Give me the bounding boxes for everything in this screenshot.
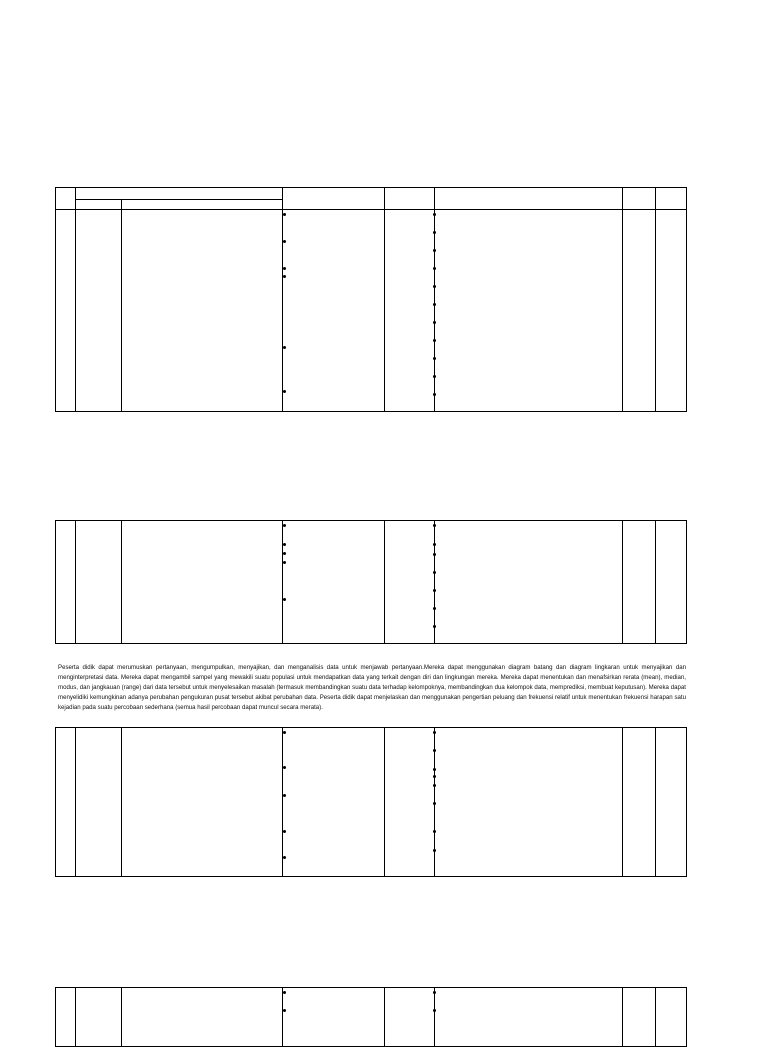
list-bullet <box>433 607 436 610</box>
list-bullet <box>433 393 436 396</box>
list-bullet <box>283 240 286 243</box>
list-bullet <box>433 357 436 360</box>
list-bullet <box>433 285 436 288</box>
list-bullet <box>283 731 286 734</box>
table-3-col-line <box>282 728 283 876</box>
list-bullet <box>433 768 436 771</box>
table-1-col-line <box>384 188 385 411</box>
list-bullet <box>283 524 286 527</box>
list-bullet <box>433 775 436 778</box>
list-bullet <box>433 849 436 852</box>
list-bullet <box>283 552 286 555</box>
table-1 <box>55 187 687 412</box>
list-bullet <box>433 802 436 805</box>
table-2-col-line <box>384 521 385 643</box>
table-1-subheader-divider <box>75 199 282 200</box>
table-3-col-line <box>655 728 656 876</box>
table-4-col-line <box>384 988 385 1046</box>
table-1-header-divider <box>56 209 686 210</box>
list-bullet <box>433 375 436 378</box>
list-bullet <box>283 856 286 859</box>
table-4-col-line <box>655 988 656 1046</box>
list-bullet <box>433 213 436 216</box>
table-2-col-line <box>622 521 623 643</box>
table-2-col-line <box>655 521 656 643</box>
list-bullet <box>283 991 286 994</box>
list-bullet <box>433 589 436 592</box>
list-bullet <box>433 231 436 234</box>
table-3-col-line <box>121 728 122 876</box>
table-3-col-line <box>75 728 76 876</box>
list-bullet <box>283 794 286 797</box>
table-2-col-line <box>282 521 283 643</box>
list-bullet <box>283 213 286 216</box>
list-bullet <box>433 991 436 994</box>
table-2 <box>55 520 687 644</box>
table-1-col-line <box>121 199 122 411</box>
table-3-col-line <box>384 728 385 876</box>
table-3 <box>55 727 687 877</box>
list-bullet <box>283 561 286 564</box>
list-bullet <box>433 249 436 252</box>
table-4-col-line <box>282 988 283 1046</box>
list-bullet <box>283 1009 286 1012</box>
list-bullet <box>433 625 436 628</box>
table-2-col-line <box>121 521 122 643</box>
table-1-col-line <box>655 188 656 411</box>
table-1-col-line <box>75 188 76 411</box>
list-bullet <box>433 1009 436 1012</box>
list-bullet <box>283 390 286 393</box>
list-bullet <box>433 267 436 270</box>
table-4-col-line <box>622 988 623 1046</box>
list-bullet <box>283 766 286 769</box>
list-bullet <box>433 553 436 556</box>
list-bullet <box>283 543 286 546</box>
list-bullet <box>283 598 286 601</box>
table-1-col-line <box>622 188 623 411</box>
table-1-col-line <box>282 188 283 411</box>
table-4 <box>55 987 687 1047</box>
table-4-col-line <box>75 988 76 1046</box>
list-bullet <box>433 784 436 787</box>
table-3-col-line <box>622 728 623 876</box>
list-bullet <box>283 346 286 349</box>
list-bullet <box>283 267 286 270</box>
list-bullet <box>433 830 436 833</box>
list-bullet <box>433 543 436 546</box>
list-bullet <box>433 571 436 574</box>
list-bullet <box>433 321 436 324</box>
table-4-col-line <box>121 988 122 1046</box>
list-bullet <box>433 749 436 752</box>
learning-outcome-paragraph: Peserta didik dapat merumuskan pertanyaan, mengumpulkan, menyajikan, dan menganalisis data untuk menjawab pertanyaan.Mereka dapat menggunakan diagram batang dan diagram lingkaran untuk menyajikan dan menginterpretasi data. Mereka dapat mengambil sampel yang mewakili suatu populasi untuk mendapatkan data yang terkait dengan diri dan lingkungan mereka. Mereka dapat menentukan dan menafsirkan rerata (mean), median, modus, dan jangkauan (range) dari data tersebut untuk menyelesaikan masalah (termasuk membandingkan suatu data terhadap kelompoknya, membandingkan dua kelompok data, memprediksi, membuat keputusan). Mereka dapat menyelidiki kemungkinan adanya perubahan pengukuran pusat tersebut akibat perubahan data. Peserta didik dapat menjelaskan dan menggunakan pengertian peluang dan frekuensi relatif untuk menentukan frekuensi harapan satu kejadian pada suatu percobaan sederhana (semua hasil percobaan dapat muncul secara merata). <box>58 664 686 711</box>
table-4-col-line <box>434 988 435 1046</box>
list-bullet <box>433 303 436 306</box>
list-bullet <box>433 731 436 734</box>
list-bullet <box>283 830 286 833</box>
table-2-col-line <box>75 521 76 643</box>
list-bullet <box>283 275 286 278</box>
list-bullet <box>433 339 436 342</box>
list-bullet <box>433 524 436 527</box>
